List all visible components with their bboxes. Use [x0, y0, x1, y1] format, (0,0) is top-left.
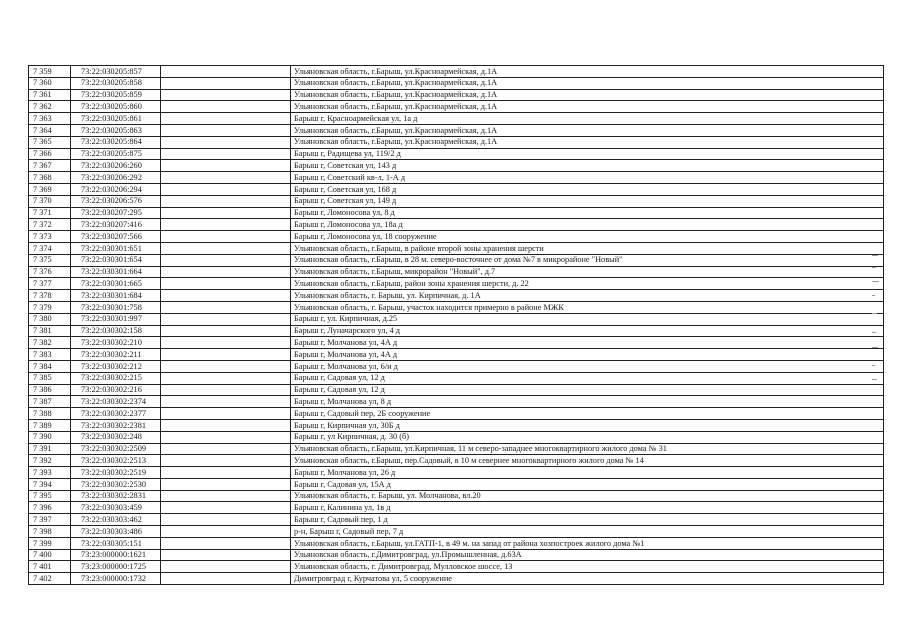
row-number-cell: 7 366 [29, 148, 71, 160]
cadastral-number-cell: 73:22:030302:2831 [71, 490, 161, 502]
table-row [29, 419, 884, 431]
address-cell: Ульяновская область, г.Барыш, пер.Садовый, в 10 м севернее многоквартирного жилого дома № 14 [291, 455, 884, 467]
empty-cell [161, 337, 291, 349]
address-cell: Барыш г, Советская ул, 168 д [291, 183, 884, 195]
empty-cell [161, 478, 291, 490]
row-number-cell: 7 373 [29, 231, 71, 243]
cadastral-number-cell: 73:22:030302:210 [71, 337, 161, 349]
row-number-cell: 7 390 [29, 431, 71, 443]
row-number-cell: 7 363 [29, 113, 71, 125]
empty-cell [161, 537, 291, 549]
row-number-cell: 7 402 [29, 573, 71, 585]
table-row [29, 325, 884, 337]
cadastral-number-cell: 73:22:030205:860 [71, 101, 161, 113]
empty-cell [161, 148, 291, 160]
cadastral-number-cell: 73:22:030301:664 [71, 266, 161, 278]
row-number-cell: 7 380 [29, 313, 71, 325]
table-row [29, 360, 884, 372]
table-row [29, 526, 884, 538]
empty-cell [161, 526, 291, 538]
address-cell: Ульяновская область, г.Барыш, район зоны хранения шерсти, д. 22 [291, 278, 884, 290]
table-row [29, 408, 884, 420]
address-cell: Барыш г, ул. Кирпичная, д.25 [291, 313, 884, 325]
address-cell: Ульяновская область, г.Барыш, ул.ГАТП-1, в 49 м. на запад от района хозпостроек жилого дома №1 [291, 537, 884, 549]
table-row [29, 290, 884, 302]
empty-cell [161, 443, 291, 455]
row-number-cell: 7 372 [29, 219, 71, 231]
empty-cell [161, 573, 291, 585]
table-row [29, 231, 884, 243]
cadastral-number-cell: 73:22:030301:684 [71, 290, 161, 302]
empty-cell [161, 290, 291, 302]
cadastral-number-cell: 73:22:030206:576 [71, 195, 161, 207]
address-cell: Ульяновская область, г. Димитровград, Мулловское шоссе, 13 [291, 561, 884, 573]
address-cell: Барыш г, Радищева ул, 119/2 д [291, 148, 884, 160]
address-cell: Барыш г, Красноармейская ул, 1а д [291, 113, 884, 125]
table-row [29, 101, 884, 113]
row-number-cell: 7 360 [29, 77, 71, 89]
row-number-cell: 7 379 [29, 301, 71, 313]
cadastral-number-cell: 73:22:030302:248 [71, 431, 161, 443]
table-row [29, 242, 884, 254]
row-number-cell: 7 383 [29, 349, 71, 361]
address-cell: Ульяновская область, г.Барыш, в районе второй зоны хранения шерсти [291, 242, 884, 254]
empty-cell [161, 396, 291, 408]
row-number-cell: 7 362 [29, 101, 71, 113]
document-table-container [28, 65, 884, 585]
cadastral-number-cell: 73:22:030205:861 [71, 113, 161, 125]
cadastral-number-cell: 73:22:030301:654 [71, 254, 161, 266]
cadastral-number-cell: 73:22:030302:2530 [71, 478, 161, 490]
empty-cell [161, 313, 291, 325]
cadastral-number-cell: 73:22:030301:997 [71, 313, 161, 325]
empty-cell [161, 360, 291, 372]
row-number-cell: 7 368 [29, 172, 71, 184]
table-row [29, 77, 884, 89]
margin-marks [872, 255, 882, 385]
row-number-cell: 7 388 [29, 408, 71, 420]
row-number-cell: 7 395 [29, 490, 71, 502]
table-row [29, 136, 884, 148]
row-number-cell: 7 398 [29, 526, 71, 538]
row-number-cell: 7 376 [29, 266, 71, 278]
address-cell: Барыш г, Луначарского ул, 4 д [291, 325, 884, 337]
row-number-cell: 7 392 [29, 455, 71, 467]
row-number-cell: 7 397 [29, 514, 71, 526]
empty-cell [161, 195, 291, 207]
table-row [29, 160, 884, 172]
cadastral-table [28, 65, 884, 585]
table-row [29, 337, 884, 349]
address-cell: Ульяновская область, г. Барыш, ул. Молчанова, вл.20 [291, 490, 884, 502]
table-row [29, 183, 884, 195]
row-number-cell: 7 359 [29, 66, 71, 78]
table-row [29, 431, 884, 443]
empty-cell [161, 349, 291, 361]
table-row [29, 490, 884, 502]
address-cell: Ульяновская область, г. Барыш, ул. Кирпичная, д. 1А [291, 290, 884, 302]
empty-cell [161, 419, 291, 431]
address-cell: Ульяновская область, г.Димитровград, ул.Промышленная, д.63А [291, 549, 884, 561]
table-row [29, 172, 884, 184]
row-number-cell: 7 381 [29, 325, 71, 337]
address-cell: Барыш г, Молчанова ул, 6/и д [291, 360, 884, 372]
address-cell: Барыш г, Молчанова ул, 8 д [291, 396, 884, 408]
address-cell: Барыш г, Садовая ул, 12 д [291, 384, 884, 396]
cadastral-number-cell: 73:22:030205:864 [71, 136, 161, 148]
cadastral-number-cell: 73:22:030303:462 [71, 514, 161, 526]
address-cell: Ульяновская область, г.Барыш, ул.Красноармейская, д.1А [291, 77, 884, 89]
row-number-cell: 7 391 [29, 443, 71, 455]
cadastral-number-cell: 73:22:030302:2374 [71, 396, 161, 408]
table-row [29, 537, 884, 549]
row-number-cell: 7 371 [29, 207, 71, 219]
empty-cell [161, 266, 291, 278]
empty-cell [161, 124, 291, 136]
address-cell: Барыш г, Молчанова ул, 4А д [291, 337, 884, 349]
address-cell: Ульяновская область, г.Барыш, микрорайон "Новый", д.7 [291, 266, 884, 278]
cadastral-number-cell: 73:22:030207:295 [71, 207, 161, 219]
row-number-cell: 7 365 [29, 136, 71, 148]
cadastral-number-cell: 73:22:030302:2377 [71, 408, 161, 420]
empty-cell [161, 408, 291, 420]
empty-cell [161, 101, 291, 113]
address-cell: Ульяновская область, г. Барыш, участок находится примерно в районе МЖК [291, 301, 884, 313]
address-cell: Димитровград г, Курчатова ул, 5 сооружение [291, 573, 884, 585]
empty-cell [161, 254, 291, 266]
table-row [29, 195, 884, 207]
empty-cell [161, 561, 291, 573]
address-cell: Барыш г, Садовый пер, 1 д [291, 514, 884, 526]
cadastral-number-cell: 73:22:030205:875 [71, 148, 161, 160]
row-number-cell: 7 369 [29, 183, 71, 195]
table-row [29, 349, 884, 361]
table-body [29, 66, 884, 585]
empty-cell [161, 490, 291, 502]
cadastral-number-cell: 73:22:030302:2513 [71, 455, 161, 467]
cadastral-number-cell: 73:22:030302:2381 [71, 419, 161, 431]
empty-cell [161, 514, 291, 526]
row-number-cell: 7 364 [29, 124, 71, 136]
address-cell: Барыш г, Кирпичная ул, 30Б д [291, 419, 884, 431]
address-cell: Барыш г, Советская ул, 143 д [291, 160, 884, 172]
empty-cell [161, 183, 291, 195]
row-number-cell: 7 374 [29, 242, 71, 254]
empty-cell [161, 207, 291, 219]
empty-cell [161, 325, 291, 337]
cadastral-number-cell: 73:22:030302:215 [71, 372, 161, 384]
cadastral-number-cell: 73:22:030207:566 [71, 231, 161, 243]
row-number-cell: 7 389 [29, 419, 71, 431]
empty-cell [161, 467, 291, 479]
empty-cell [161, 231, 291, 243]
empty-cell [161, 66, 291, 78]
address-cell: Ульяновская область, г.Барыш, ул.Красноармейская, д.1А [291, 89, 884, 101]
empty-cell [161, 77, 291, 89]
table-row [29, 478, 884, 490]
cadastral-number-cell: 73:22:030301:651 [71, 242, 161, 254]
table-row [29, 278, 884, 290]
row-number-cell: 7 384 [29, 360, 71, 372]
empty-cell [161, 113, 291, 125]
empty-cell [161, 242, 291, 254]
empty-cell [161, 278, 291, 290]
row-number-cell: 7 400 [29, 549, 71, 561]
row-number-cell: 7 378 [29, 290, 71, 302]
row-number-cell: 7 396 [29, 502, 71, 514]
table-row [29, 573, 884, 585]
cadastral-number-cell: 73:22:030207:416 [71, 219, 161, 231]
cadastral-number-cell: 73:22:030302:2519 [71, 467, 161, 479]
address-cell: Барыш г, ул Кирпичная, д. 30 (б) [291, 431, 884, 443]
empty-cell [161, 160, 291, 172]
row-number-cell: 7 385 [29, 372, 71, 384]
address-cell: Ульяновская область, г.Барыш, ул.Красноармейская, д.1А [291, 124, 884, 136]
empty-cell [161, 219, 291, 231]
table-row [29, 301, 884, 313]
row-number-cell: 7 393 [29, 467, 71, 479]
empty-cell [161, 89, 291, 101]
table-row [29, 266, 884, 278]
cadastral-number-cell: 73:22:030301:758 [71, 301, 161, 313]
address-cell: Барыш г, Молчанова ул, 4А д [291, 349, 884, 361]
empty-cell [161, 136, 291, 148]
address-cell: Барыш г, Садовая ул, 12 д [291, 372, 884, 384]
cadastral-number-cell: 73:22:030303:459 [71, 502, 161, 514]
cadastral-number-cell: 73:22:030206:294 [71, 183, 161, 195]
table-row [29, 219, 884, 231]
row-number-cell: 7 386 [29, 384, 71, 396]
cadastral-number-cell: 73:22:030302:158 [71, 325, 161, 337]
cadastral-number-cell: 73:22:030303:486 [71, 526, 161, 538]
table-row [29, 384, 884, 396]
cadastral-number-cell: 73:22:030205:859 [71, 89, 161, 101]
cadastral-number-cell: 73:22:030302:212 [71, 360, 161, 372]
cadastral-number-cell: 73:22:030206:292 [71, 172, 161, 184]
cadastral-number-cell: 73:23:000000:1725 [71, 561, 161, 573]
cadastral-number-cell: 73:22:030205:857 [71, 66, 161, 78]
cadastral-number-cell: 73:23:000000:1732 [71, 573, 161, 585]
table-row [29, 467, 884, 479]
cadastral-number-cell: 73:22:030301:665 [71, 278, 161, 290]
row-number-cell: 7 377 [29, 278, 71, 290]
address-cell: Ульяновская область, г.Барыш, ул.Красноармейская, д.1А [291, 101, 884, 113]
address-cell: Барыш г, Советский кв-л, 1-А д [291, 172, 884, 184]
row-number-cell: 7 361 [29, 89, 71, 101]
cadastral-number-cell: 73:22:030206:260 [71, 160, 161, 172]
table-row [29, 89, 884, 101]
cadastral-number-cell: 73:22:030302:216 [71, 384, 161, 396]
table-row [29, 124, 884, 136]
row-number-cell: 7 401 [29, 561, 71, 573]
empty-cell [161, 372, 291, 384]
table-row [29, 148, 884, 160]
table-row [29, 66, 884, 78]
address-cell: Ульяновская область, г.Барыш, в 28 м. северо-восточнее от дома №7 в микрорайоне "Новый" [291, 254, 884, 266]
address-cell: Ульяновская область, г.Барыш, ул.Кирпичная, 11 м северо-западнее многоквартирного жилого дома № 31 [291, 443, 884, 455]
table-row [29, 113, 884, 125]
row-number-cell: 7 394 [29, 478, 71, 490]
address-cell: Барыш г, Ломоносова ул, 18а д [291, 219, 884, 231]
address-cell: Барыш г, Ломоносова ул, 18 сооружение [291, 231, 884, 243]
row-number-cell: 7 375 [29, 254, 71, 266]
table-row [29, 443, 884, 455]
address-cell: Барыш г, Калинина ул, 1в д [291, 502, 884, 514]
cadastral-number-cell: 73:22:030302:2509 [71, 443, 161, 455]
table-row [29, 396, 884, 408]
cadastral-number-cell: 73:22:030205:858 [71, 77, 161, 89]
address-cell: Ульяновская область, г.Барыш, ул.Красноармейская, д.1А [291, 66, 884, 78]
row-number-cell: 7 382 [29, 337, 71, 349]
cadastral-number-cell: 73:22:030205:863 [71, 124, 161, 136]
empty-cell [161, 301, 291, 313]
empty-cell [161, 455, 291, 467]
table-row [29, 372, 884, 384]
row-number-cell: 7 370 [29, 195, 71, 207]
empty-cell [161, 549, 291, 561]
table-row [29, 455, 884, 467]
table-row [29, 502, 884, 514]
empty-cell [161, 502, 291, 514]
address-cell: Барыш г, Ломоносова ул, 8 д [291, 207, 884, 219]
table-row [29, 313, 884, 325]
address-cell: Ульяновская область, г.Барыш, ул.Красноармейская, д.1А [291, 136, 884, 148]
row-number-cell: 7 399 [29, 537, 71, 549]
cadastral-number-cell: 73:23:000000:1621 [71, 549, 161, 561]
cadastral-number-cell: 73:22:030302:211 [71, 349, 161, 361]
empty-cell [161, 384, 291, 396]
table-row [29, 561, 884, 573]
row-number-cell: 7 367 [29, 160, 71, 172]
address-cell: Барыш г, Молчанова ул, 26 д [291, 467, 884, 479]
empty-cell [161, 172, 291, 184]
table-row [29, 254, 884, 266]
address-cell: Барыш г, Советская ул, 149 д [291, 195, 884, 207]
address-cell: р-н, Барыш г, Садовый пер, 7 д [291, 526, 884, 538]
row-number-cell: 7 387 [29, 396, 71, 408]
address-cell: Барыш г, Садовый пер, 2Б сооружение [291, 408, 884, 420]
table-row [29, 514, 884, 526]
cadastral-number-cell: 73:22:030305:151 [71, 537, 161, 549]
table-row [29, 207, 884, 219]
table-row [29, 549, 884, 561]
empty-cell [161, 431, 291, 443]
address-cell: Барыш г, Садовая ул, 15А д [291, 478, 884, 490]
